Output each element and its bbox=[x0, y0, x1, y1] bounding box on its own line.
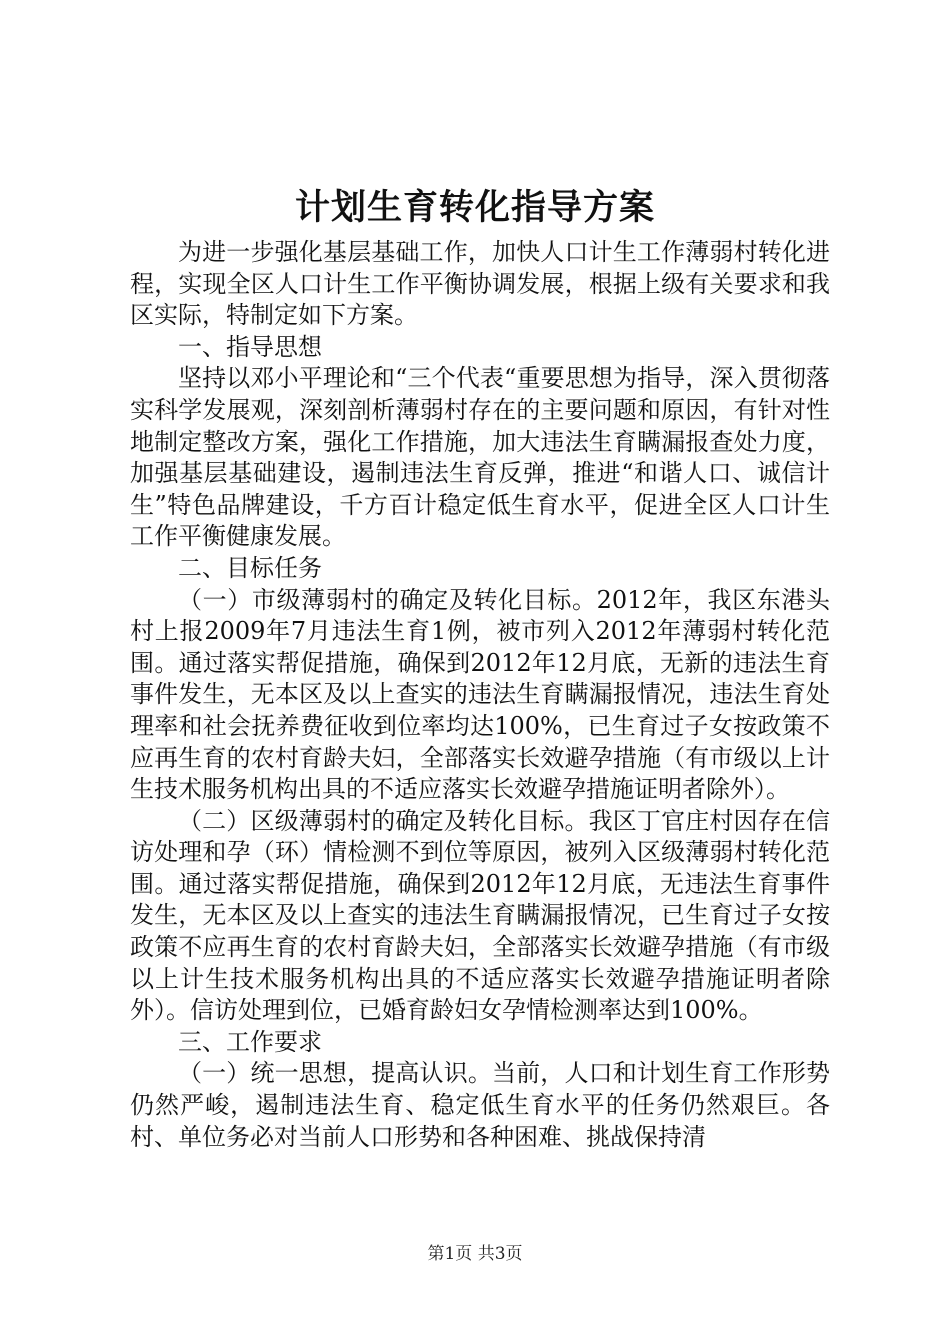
intro-paragraph: 为进一步强化基层基础工作，加快人口计生工作薄弱村转化进程，实现全区人口计生工作平衡协调发展，根据上级有关要求和我区实际，特制定如下方案。 bbox=[130, 238, 830, 330]
section-heading-guiding-ideology: 一、指导思想 bbox=[178, 332, 322, 361]
requirement-unify-thinking-paragraph: （一）统一思想，提高认识。当前，人口和计划生育工作形势仍然严峻，遏制违法生育、稳定低生育水平的任务仍然艰巨。各村、单位务必对当前人口形势和各种困难、挑战保持清 bbox=[130, 1059, 830, 1151]
section-heading-goals: 二、目标任务 bbox=[178, 553, 322, 582]
guiding-ideology-paragraph: 坚持以邓小平理论和“三个代表“重要思想为指导，深入贯彻落实科学发展观，深刻剖析薄弱村存在的主要问题和原因，有针对性地制定整改方案，强化工作措施，加大违法生育瞒漏报查处力度，加强基层基础建设，遏制违法生育反弹，推进“和谐人口、诚信计生”特色品牌建设，千方百计稳定低生育水平，促进全区人口计生工作平衡健康发展。 bbox=[130, 364, 830, 551]
document-title: 计划生育转化指导方案 bbox=[294, 187, 655, 228]
goal-city-level-paragraph: （一）市级薄弱村的确定及转化目标。2012年，我区东港头村上报2009年7月违法生育1例，被市列入2012年薄弱村转化范围。通过落实帮促措施，确保到2012年12月底，无新的违法生育事件发生，无本区及以上查实的违法生育瞒漏报情况，违法生育处理率和社会抚养费征收到位率均达100%，已生育过子女按政策不应再生育的农村育龄夫妇，全部落实长效避孕措施（有市级以上计生技术服务机构出具的不适应落实长效避孕措施证明者除外）。 bbox=[130, 585, 830, 804]
page-footer: 第1页 共3页 bbox=[427, 1244, 523, 1264]
section-heading-requirements: 三、工作要求 bbox=[178, 1027, 322, 1056]
goal-district-level-paragraph: （二）区级薄弱村的确定及转化目标。我区丁官庄村因存在信访处理和孕（环）情检测不到位等原因，被列入区级薄弱村转化范围。通过落实帮促措施，确保到2012年12月底，无违法生育事件发生，无本区及以上查实的违法生育瞒漏报情况，已生育过子女按政策不应再生育的农村育龄夫妇，全部落实长效避孕措施（有市级以上计生技术服务机构出具的不适应落实长效避孕措施证明者除外）。信访处理到位，已婚育龄妇女孕情检测率达到100%。 bbox=[130, 806, 830, 1025]
document-body bbox=[130, 237, 830, 1153]
